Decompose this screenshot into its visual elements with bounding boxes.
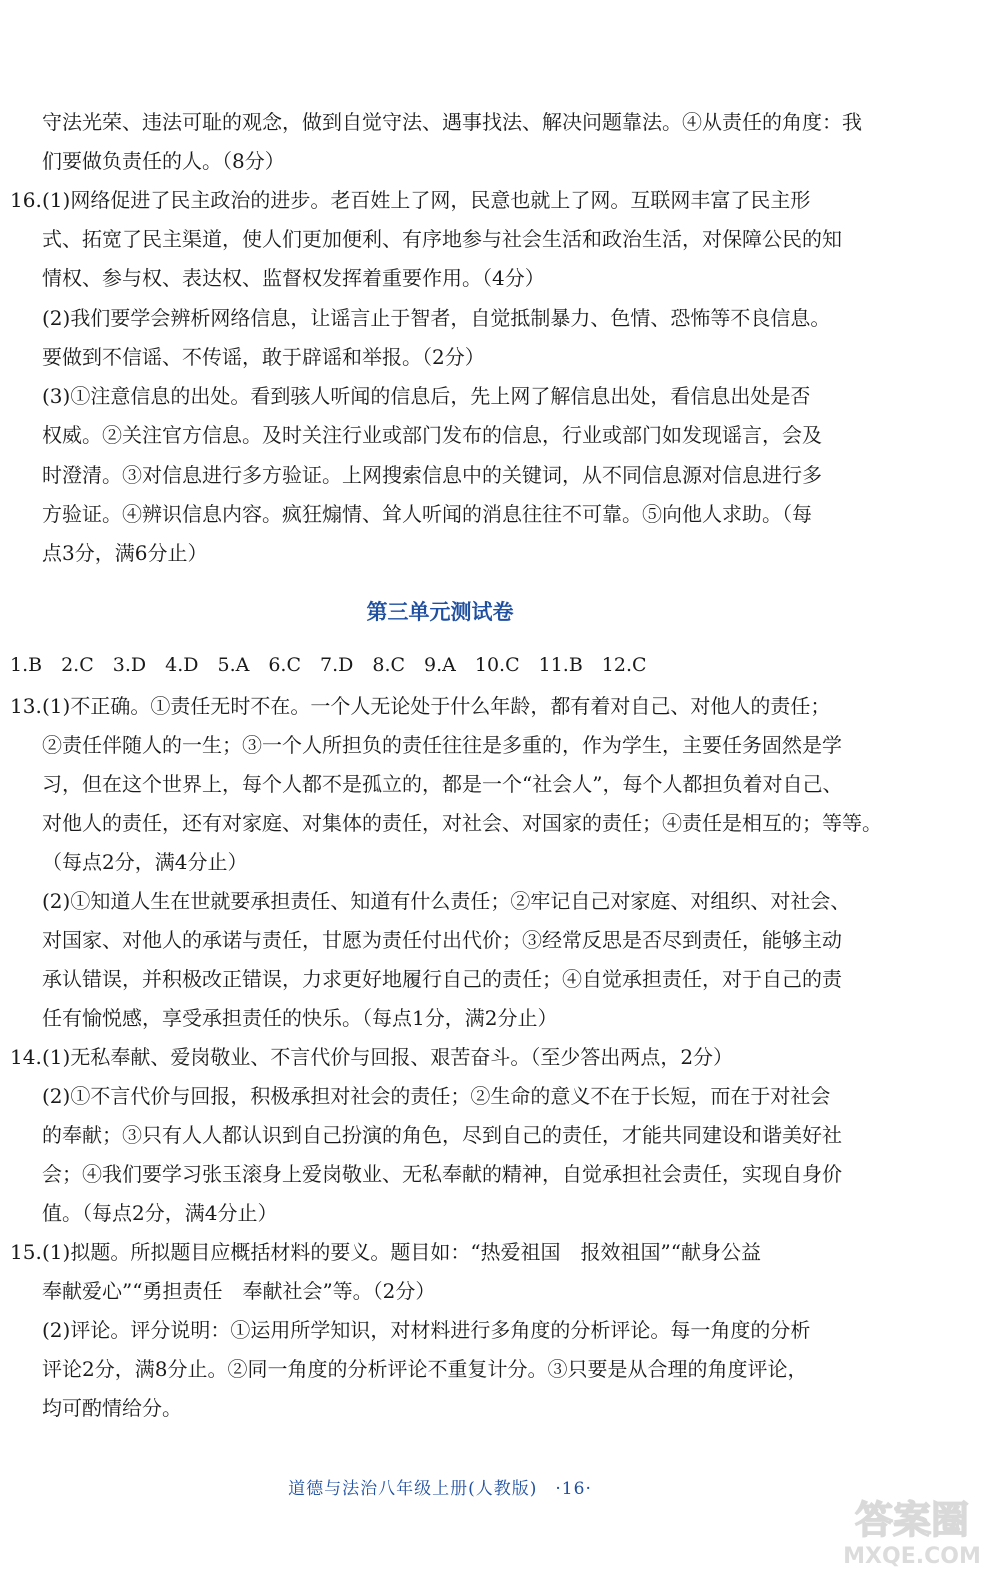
answer-text: 时澄清。③对信息进行多方验证。上网搜索信息中的关键词，从不同信息源对信息进行多 (42, 463, 822, 487)
answer-text: (1)不正确。①责任无时不在。一个人无论处于什么年龄，都有着对自己、对他人的责任； (42, 694, 831, 718)
answer-text: 评论2分，满8分止。②同一角度的分析评论不重复计分。③只要是从合理的角度评论， (42, 1357, 808, 1381)
answer-text: 情权、参与权、表达权、监督权发挥着重要作用。（4分） (42, 266, 545, 290)
answer-text: 们要做负责任的人。（8分） (42, 149, 285, 173)
page-footer: 道德与法治八年级上册(人教版) ·16· (288, 1479, 592, 1499)
question-number: 16. (10, 188, 42, 212)
answer-text: 的奉献；③只有人人都认识到自己扮演的角色，尽到自己的责任，才能共同建设和谐美好社 (42, 1123, 842, 1147)
answer-text: 点3分，满6分止） (42, 541, 208, 565)
answer-text: （每点2分，满4分止） (42, 850, 248, 874)
answer-text: 守法光荣、违法可耻的观念，做到自觉守法、遇事找法、解决问题靠法。④从责任的角度：我 (42, 110, 862, 134)
answer-text: 值。（每点2分，满4分止） (42, 1201, 278, 1225)
answer-text: (1)拟题。所拟题目应概括材料的要义。题目如：“热爱祖国 报效祖国”“献身公益 (42, 1240, 762, 1264)
answer-text: 任有愉悦感，享受承担责任的快乐。（每点1分，满2分止） (42, 1006, 558, 1030)
answer-text: 均可酌情给分。 (42, 1396, 182, 1420)
question-number: 13. (10, 694, 42, 718)
watermark-text-url: MXQE.COM (843, 1544, 981, 1569)
answer-text: (2)①知道人生在世就要承担责任、知道有什么责任；②牢记自己对家庭、对组织、对社会、 (42, 889, 851, 913)
answer-text: (1)网络促进了民主政治的进步。老百姓上了网，民意也就上了网。互联网丰富了民主形 (42, 188, 811, 212)
answer-text: 式、拓宽了民主渠道，使人们更加便利、有序地参与社会生活和政治生活，对保障公民的知 (42, 227, 842, 251)
answer-text: ②责任伴随人的一生；③一个人所担负的责任往往是多重的，作为学生，主要任务固然是学 (42, 733, 842, 757)
answer-text: 权威。②关注官方信息。及时关注行业或部门发布的信息，行业或部门如发现谣言，会及 (42, 423, 822, 447)
watermark-text-cn: 答案圈 (854, 1498, 970, 1542)
answer-text: 要做到不信谣、不传谣，敢于辟谣和举报。（2分） (42, 345, 485, 369)
answer-text: (2)①不言代价与回报，积极承担对社会的责任；②生命的意义不在于长短，而在于对社会 (42, 1084, 831, 1108)
answer-text: 习，但在这个世界上，每个人都不是孤立的，都是一个“社会人”，每个人都担负着对自己、 (42, 772, 843, 796)
answer-text: (2)我们要学会辨析网络信息，让谣言止于智者，自觉抵制暴力、色情、恐怖等不良信息。 (42, 306, 831, 330)
question-number: 15. (10, 1240, 42, 1264)
watermark-logo (832, 1489, 992, 1571)
answer-text: 对国家、对他人的承诺与责任，甘愿为责任付出代价；③经常反思是否尽到责任，能够主动 (42, 928, 842, 952)
answer-text: 承认错误，并积极改正错误，力求更好地履行自己的责任；④自觉承担责任，对于自己的责 (42, 967, 842, 991)
answer-text: (2)评论。评分说明：①运用所学知识，对材料进行多角度的分析评论。每一角度的分析 (42, 1318, 811, 1342)
section-title: 第三单元测试卷 (366, 600, 514, 624)
multiple-choice-answers: 1.B 2.C 3.D 4.D 5.A 6.C 7.D 8.C 9.A 10.C 11.B 12.C (10, 654, 647, 676)
answer-text: (3)①注意信息的出处。看到骇人听闻的信息后，先上网了解信息出处，看信息出处是否 (42, 384, 811, 408)
question-number: 14. (10, 1045, 42, 1069)
answer-text: 对他人的责任，还有对家庭、对集体的责任，对社会、对国家的责任；④责任是相互的；等等。 (42, 811, 882, 835)
answer-text: (1)无私奉献、爱岗敬业、不言代价与回报、艰苦奋斗。（至少答出两点，2分） (42, 1045, 734, 1069)
answer-text: 奉献爱心”“勇担责任 奉献社会”等。（2分） (42, 1279, 436, 1303)
answer-text: 会；④我们要学习张玉滚身上爱岗敬业、无私奉献的精神，自觉承担社会责任，实现自身价 (42, 1162, 842, 1186)
answer-text: 方验证。④辨识信息内容。疯狂煽情、耸人听闻的消息往往不可靠。⑤向他人求助。（每 (42, 502, 812, 526)
